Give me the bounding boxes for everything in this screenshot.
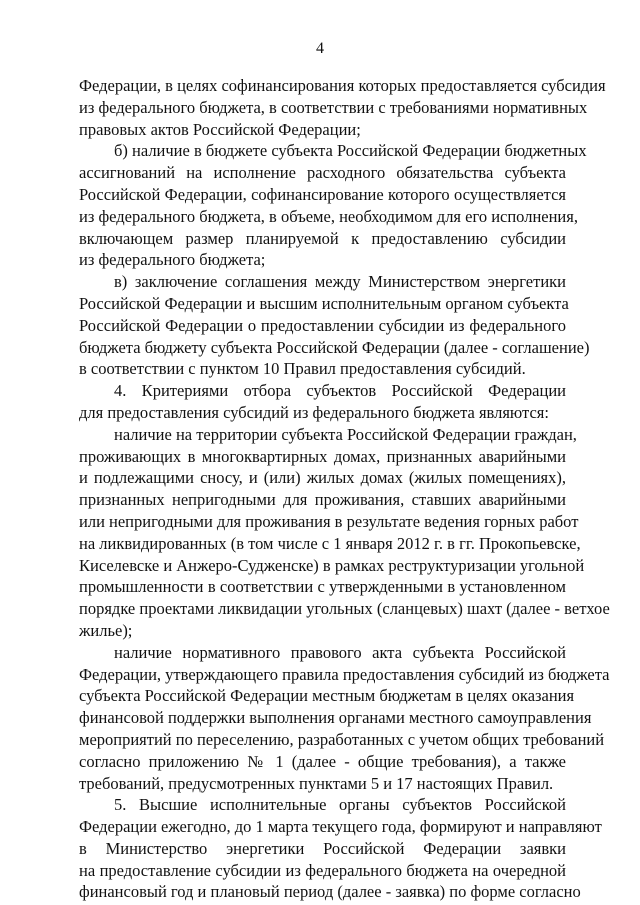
page-number: 4 <box>316 40 324 57</box>
text-line: Российской Федерации, софинансирование которого осуществляется <box>79 184 566 204</box>
text-line: финансовой поддержки выполнения органами местного самоуправления <box>79 708 592 728</box>
text-line: в Министерство энергетики Российской Федерации заявки <box>79 838 566 858</box>
text-line: Российской Федерации и высшим исполнительным органом субъекта <box>79 293 569 313</box>
paragraph <box>79 380 566 424</box>
text-line: Киселевске и Анжеро-Судженске) в рамках реструктуризации угольной <box>79 555 585 575</box>
text-line: жилье); <box>79 620 133 640</box>
paragraph <box>79 794 602 903</box>
text-line: на предоставление субсидии из федерального бюджета на очередной <box>79 860 566 880</box>
text-line: проживающих в многоквартирных домах, признанных аварийными <box>79 446 566 466</box>
text-line: согласно приложению № 1 (далее - общие требования), а также <box>79 751 566 771</box>
text-line: наличие на территории субъекта Российской Федерации граждан, <box>114 424 577 444</box>
text-line: признанных непригодными для проживания, ставших аварийными <box>79 490 566 510</box>
text-line: порядке проектами ликвидации угольных (сланцевых) шахт (далее - ветхое <box>79 599 610 619</box>
paragraph <box>79 642 610 795</box>
document-body <box>79 75 610 903</box>
text-line: финансовый год и плановый период (далее - заявка) по форме согласно <box>79 882 581 902</box>
text-line: промышленности в соответствии с утвержденными в установленном <box>79 577 566 597</box>
paragraph <box>79 424 610 642</box>
paragraph <box>79 75 606 140</box>
text-line: в) заключение соглашения между Министерством энергетики <box>114 272 566 292</box>
text-line: 4. Критериями отбора субъектов Российской Федерации <box>114 381 566 401</box>
text-line: 5. Высшие исполнительные органы субъектов Российской <box>114 795 566 815</box>
text-line: субъекта Российской Федерации местным бюджетам в целях оказания <box>79 686 575 706</box>
text-line: б) наличие в бюджете субъекта Российской Федерации бюджетных <box>114 141 587 161</box>
text-line: и подлежащими сносу, и (или) жилых домах (жилых помещениях), <box>79 468 566 488</box>
text-line: бюджета бюджету субъекта Российской Федерации (далее - соглашение) <box>79 337 590 357</box>
text-line: для предоставления субсидий из федерального бюджета являются: <box>79 402 549 422</box>
text-line: в соответствии с пунктом 10 Правил предоставления субсидий. <box>79 359 526 379</box>
text-line: или непригодными для проживания в результате ведения горных работ <box>79 511 579 531</box>
text-line: Федерации, в целях софинансирования которых предоставляется субсидия <box>79 76 606 95</box>
paragraph <box>79 140 587 271</box>
paragraph <box>79 271 590 380</box>
text-line: Федерации, утверждающего правила предоставления субсидий из бюджета <box>79 664 610 684</box>
text-line: мероприятий по переселению, разработанных с учетом общих требований <box>79 729 605 749</box>
text-line: требований, предусмотренных пунктами 5 и 17 настоящих Правил. <box>79 773 554 793</box>
text-line: наличие нормативного правового акта субъекта Российской <box>114 642 566 662</box>
text-line: на ликвидированных (в том числе с 1 января 2012 г. в гг. Прокопьевске, <box>79 533 581 553</box>
text-line: Федерации ежегодно, до 1 марта текущего года, формируют и направляют <box>79 817 602 837</box>
text-line: из федерального бюджета; <box>79 250 266 270</box>
text-line: из федерального бюджета, в соответствии с требованиями нормативных <box>79 97 588 117</box>
text-line: Российской Федерации о предоставлении субсидии из федерального <box>79 315 566 335</box>
text-line: включающем размер планируемой к предоставлению субсидии <box>79 228 566 248</box>
text-line: правовых актов Российской Федерации; <box>79 119 361 139</box>
text-line: ассигнований на исполнение расходного обязательства субъекта <box>79 163 566 183</box>
text-line: из федерального бюджета, в объеме, необходимом для его исполнения, <box>79 206 578 226</box>
